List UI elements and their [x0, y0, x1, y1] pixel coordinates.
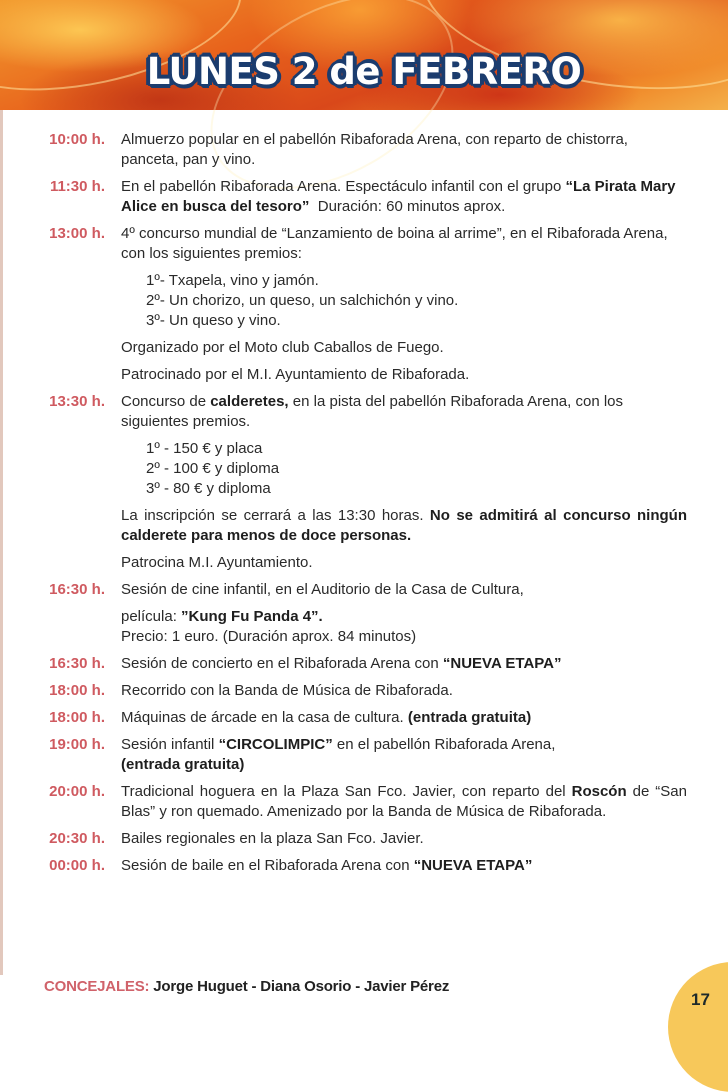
- event-time: 10:00 h.: [49, 131, 105, 148]
- schedule-entry: [0, 224, 728, 385]
- schedule-entry: [0, 392, 728, 573]
- schedule-entry: [0, 782, 728, 822]
- councillors-label: CONCEJALES:: [44, 978, 150, 995]
- event-highlight: “NUEVA ETAPA”: [413, 857, 533, 874]
- event-highlight: calderetes,: [210, 393, 289, 410]
- event-description: [121, 177, 687, 217]
- councillors-footer: [44, 978, 449, 995]
- prize-item: 3º - 80 € y diploma: [146, 480, 271, 497]
- prize-item: 1º- Txapela, vino y jamón.: [146, 272, 319, 289]
- prize-list: [121, 439, 687, 499]
- prize-item: 2º- Un chorizo, un queso, un salchichón y vino.: [146, 292, 459, 309]
- event-text: en el pabellón Ribaforada Arena,: [332, 736, 556, 753]
- event-highlight: (entrada gratuita): [407, 709, 532, 726]
- event-time: 20:00 h.: [49, 783, 105, 800]
- schedule-entry: [0, 708, 728, 728]
- event-time: 00:00 h.: [49, 857, 105, 874]
- schedule-entry: [0, 829, 728, 849]
- event-description: Almuerzo popular en el pabellón Ribaforada Arena, con reparto de chistorra, panceta, pan y vino.: [121, 131, 628, 168]
- event-text: en la pista del pabellón Ribaforada Arena, con los siguientes premios.: [121, 393, 624, 430]
- event-description: 4º concurso mundial de “Lanzamiento de boina al arrime”, en el Ribaforada Arena, con los siguientes premios:: [121, 225, 668, 262]
- event-text: Sesión de baile en el Ribaforada Arena con: [121, 857, 414, 874]
- event-text: En el pabellón Ribaforada Arena. Espectáculo infantil con el grupo: [121, 178, 566, 195]
- schedule-entry: [0, 177, 728, 217]
- event-description: Bailes regionales en la plaza San Fco. Javier.: [121, 830, 424, 847]
- prize-item: 3º- Un queso y vino.: [146, 312, 281, 329]
- schedule-entry: [0, 130, 728, 170]
- event-highlight: Roscón: [571, 783, 627, 800]
- event-time: 18:00 h.: [49, 709, 105, 726]
- event-text: película:: [121, 608, 182, 625]
- event-time: 16:30 h.: [49, 581, 105, 598]
- event-text: de “San Blas” y ron quemado. Amenizado por la Banda de Música de Ribaforada.: [121, 783, 687, 820]
- event-description: [121, 654, 687, 674]
- event-text: Duración: 60 minutos aprox.: [309, 198, 506, 215]
- event-note: [121, 506, 687, 546]
- prize-item: 2º - 100 € y diploma: [146, 460, 280, 477]
- schedule-entry: [0, 735, 728, 775]
- prize-item: 1º - 150 € y placa: [146, 440, 263, 457]
- event-description: [121, 735, 687, 775]
- event-highlight: “CIRCOLIMPIC”: [218, 736, 333, 753]
- event-highlight: No se admitirá al concurso ningún calderete para menos de doce personas.: [121, 507, 688, 544]
- event-description: [121, 856, 687, 876]
- event-highlight: “NUEVA ETAPA”: [442, 655, 562, 672]
- schedule-entry: [0, 580, 728, 647]
- event-text: Máquinas de árcade en la casa de cultura.: [121, 709, 408, 726]
- event-sponsor: Patrocinado por el M.I. Ayuntamiento de Ribaforada.: [121, 366, 470, 383]
- schedule-entry: [0, 654, 728, 674]
- event-time: 11:30 h.: [49, 178, 105, 195]
- event-description: [121, 708, 687, 728]
- event-highlight: (entrada gratuita): [121, 756, 245, 773]
- event-time: 20:30 h.: [49, 830, 105, 847]
- event-film: [121, 607, 687, 647]
- event-organizer: Organizado por el Moto club Caballos de Fuego.: [121, 339, 444, 356]
- event-time: 13:00 h.: [49, 225, 105, 242]
- event-description: Sesión de cine infantil, en el Auditorio de la Casa de Cultura,: [121, 581, 524, 598]
- page-number: 17: [691, 990, 710, 1009]
- event-time: 19:00 h.: [49, 736, 105, 753]
- event-text: Sesión infantil: [121, 736, 219, 753]
- event-text: Concurso de: [121, 393, 211, 410]
- event-highlight: “La Pirata Mary Alice en busca del tesoro”: [121, 178, 676, 215]
- schedule-list: [0, 130, 728, 883]
- film-title: ”Kung Fu Panda 4”.: [181, 608, 323, 625]
- schedule-entry: [0, 856, 728, 876]
- event-description: [121, 782, 687, 822]
- councillors-names: Jorge Huguet - Diana Osorio - Javier Pérez: [149, 978, 450, 995]
- event-time: 18:00 h.: [49, 682, 105, 699]
- header-banner: [0, 0, 728, 110]
- page-title: LUNES 2 de FEBRERO: [146, 50, 582, 93]
- event-description: [121, 392, 687, 432]
- event-time: 16:30 h.: [49, 655, 105, 672]
- schedule-entry: [0, 681, 728, 701]
- page-number-badge: [668, 962, 728, 1092]
- prize-list: [121, 271, 687, 331]
- event-price: Precio: 1 euro. (Duración aprox. 84 minutos): [121, 628, 417, 645]
- event-text: La inscripción se cerrará a las 13:30 horas.: [121, 507, 430, 524]
- event-sponsor: Patrocina M.I. Ayuntamiento.: [121, 554, 313, 571]
- event-time: 13:30 h.: [49, 393, 105, 410]
- event-description: Recorrido con la Banda de Música de Ribaforada.: [121, 682, 453, 699]
- event-text: Sesión de concierto en el Ribaforada Arena con: [121, 655, 443, 672]
- event-text: Tradicional hoguera en la Plaza San Fco. Javier, con reparto del: [121, 783, 572, 800]
